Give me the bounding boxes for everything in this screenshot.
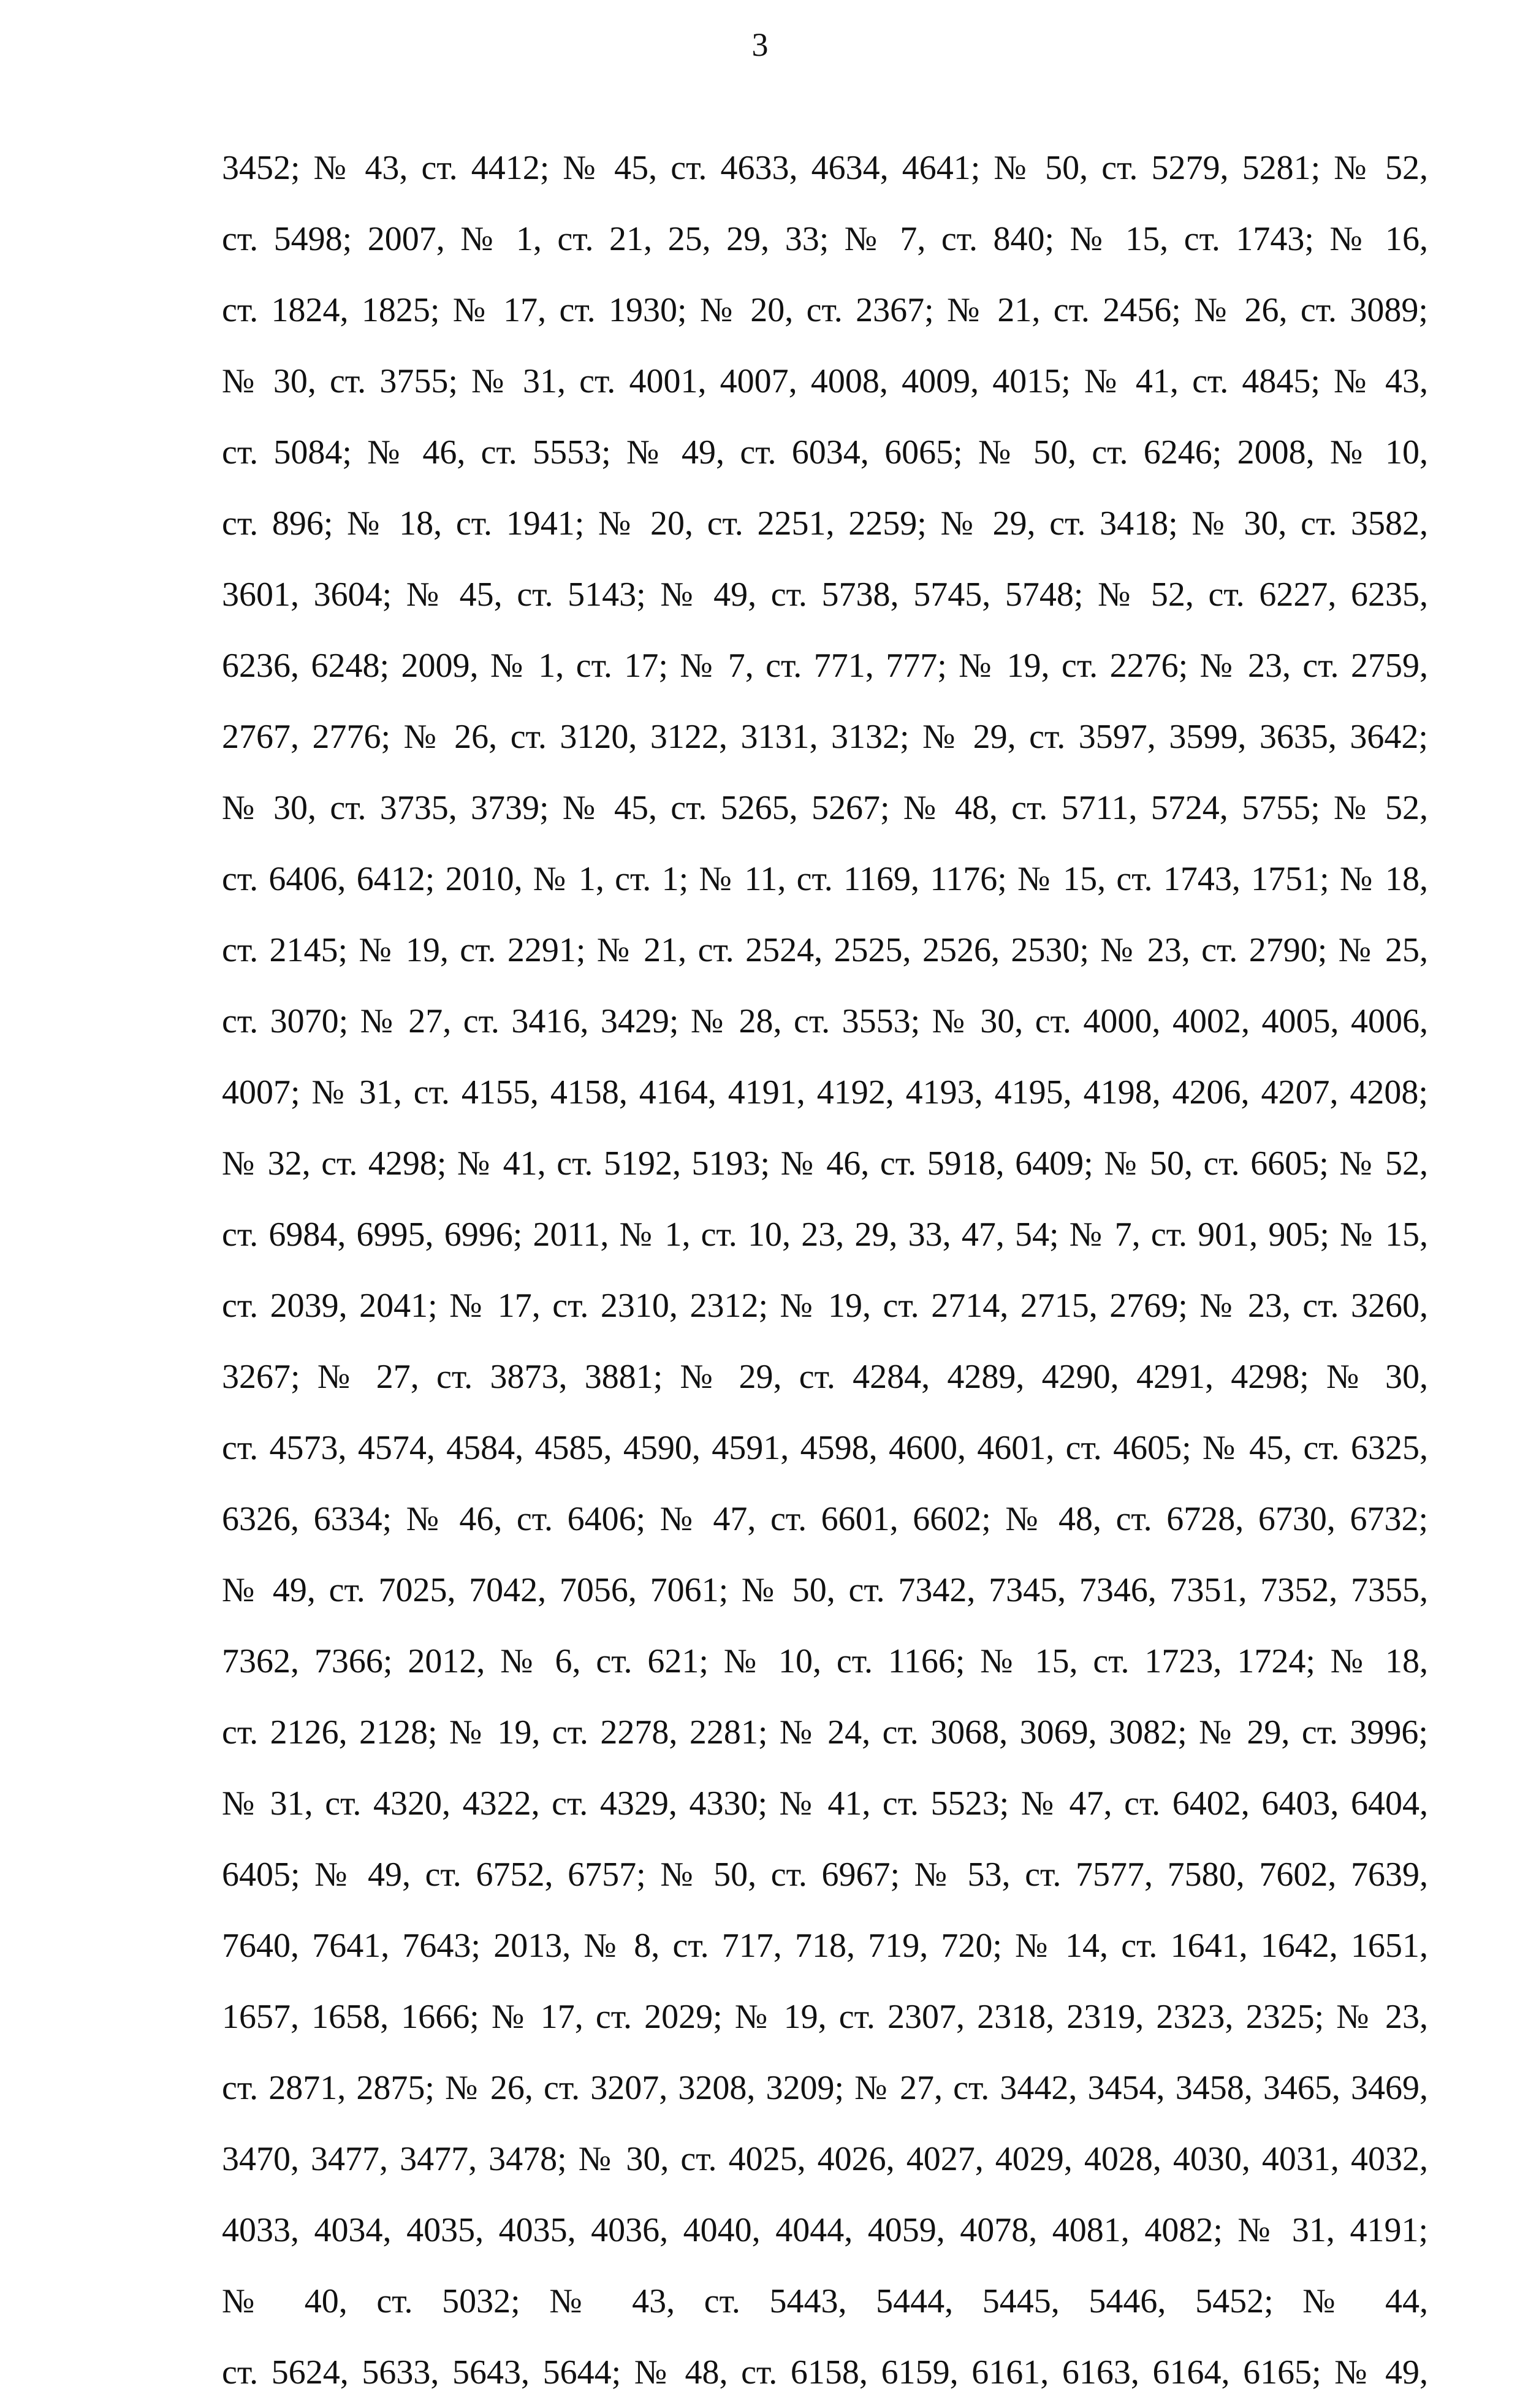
text-line: ст. 5624, 5633, 5643, 5644; № 48, ст. 6158, 6159, 6161, 6163, 6164, 6165; № 49, — [222, 2353, 1428, 2391]
text-line: ст. 6984, 6995, 6996; 2011, № 1, ст. 10, 23, 29, 33, 47, 54; № 7, ст. 901, 905; № 15, — [222, 1216, 1428, 1254]
text-line: ст. 2039, 2041; № 17, ст. 2310, 2312; № 19, ст. 2714, 2715, 2769; № 23, ст. 3260, — [222, 1287, 1428, 1325]
text-line: 4007; № 31, ст. 4155, 4158, 4164, 4191, 4192, 4193, 4195, 4198, 4206, 4207, 4208; — [222, 1073, 1428, 1111]
text-line: ст. 896; № 18, ст. 1941; № 20, ст. 2251, 2259; № 29, ст. 3418; № 30, ст. 3582, — [222, 505, 1428, 543]
text-line: ст. 1824, 1825; № 17, ст. 1930; № 20, ст. 2367; № 21, ст. 2456; № 26, ст. 3089; — [222, 291, 1428, 329]
text-line: № 49, ст. 7025, 7042, 7056, 7061; № 50, ст. 7342, 7345, 7346, 7351, 7352, 7355, — [222, 1571, 1428, 1609]
text-line: 6326, 6334; № 46, ст. 6406; № 47, ст. 6601, 6602; № 48, ст. 6728, 6730, 6732; — [222, 1500, 1428, 1538]
text-line: 3267; № 27, ст. 3873, 3881; № 29, ст. 4284, 4289, 4290, 4291, 4298; № 30, — [222, 1358, 1428, 1396]
text-line: № 30, ст. 3735, 3739; № 45, ст. 5265, 5267; № 48, ст. 5711, 5724, 5755; № 52, — [222, 789, 1428, 827]
text-line: 3470, 3477, 3477, 3478; № 30, ст. 4025, 4026, 4027, 4029, 4028, 4030, 4031, 4032, — [222, 2140, 1428, 2178]
text-line: ст. 5084; № 46, ст. 5553; № 49, ст. 6034, 6065; № 50, ст. 6246; 2008, № 10, — [222, 433, 1428, 471]
text-line: ст. 6406, 6412; 2010, № 1, ст. 1; № 11, ст. 1169, 1176; № 15, ст. 1743, 1751; № 18, — [222, 860, 1428, 898]
text-line: № 30, ст. 3755; № 31, ст. 4001, 4007, 4008, 4009, 4015; № 41, ст. 4845; № 43, — [222, 362, 1428, 400]
text-line: № 40, ст. 5032; № 43, ст. 5443, 5444, 5445, 5446, 5452; № 44, — [222, 2282, 1428, 2320]
text-line: 1657, 1658, 1666; № 17, ст. 2029; № 19, ст. 2307, 2318, 2319, 2323, 2325; № 23, — [222, 1998, 1428, 2036]
text-line: ст. 4573, 4574, 4584, 4585, 4590, 4591, 4598, 4600, 4601, ст. 4605; № 45, ст. 6325, — [222, 1429, 1428, 1467]
text-line: 7362, 7366; 2012, № 6, ст. 621; № 10, ст. 1166; № 15, ст. 1723, 1724; № 18, — [222, 1642, 1428, 1680]
page-number: 3 — [751, 26, 769, 63]
text-line: ст. 3070; № 27, ст. 3416, 3429; № 28, ст. 3553; № 30, ст. 4000, 4002, 4005, 4006, — [222, 1002, 1428, 1040]
text-line: 2767, 2776; № 26, ст. 3120, 3122, 3131, 3132; № 29, ст. 3597, 3599, 3635, 3642; — [222, 718, 1428, 756]
text-line: ст. 2871, 2875; № 26, ст. 3207, 3208, 3209; № 27, ст. 3442, 3454, 3458, 3465, 3469, — [222, 2069, 1428, 2107]
text-line: № 32, ст. 4298; № 41, ст. 5192, 5193; № 46, ст. 5918, 6409; № 50, ст. 6605; № 52, — [222, 1145, 1428, 1183]
text-line: 7640, 7641, 7643; 2013, № 8, ст. 717, 718, 719, 720; № 14, ст. 1641, 1642, 1651, — [222, 1927, 1428, 1965]
legal-references-text — [222, 132, 1428, 2408]
text-line: № 31, ст. 4320, 4322, ст. 4329, 4330; № 41, ст. 5523; № 47, ст. 6402, 6403, 6404, — [222, 1785, 1428, 1823]
text-line: 6405; № 49, ст. 6752, 6757; № 50, ст. 6967; № 53, ст. 7577, 7580, 7602, 7639, — [222, 1856, 1428, 1894]
text-line: 3452; № 43, ст. 4412; № 45, ст. 4633, 4634, 4641; № 50, ст. 5279, 5281; № 52, — [222, 149, 1428, 187]
text-line: ст. 5498; 2007, № 1, ст. 21, 25, 29, 33; № 7, ст. 840; № 15, ст. 1743; № 16, — [222, 220, 1428, 258]
text-line: 6236, 6248; 2009, № 1, ст. 17; № 7, ст. 771, 777; № 19, ст. 2276; № 23, ст. 2759, — [222, 647, 1428, 685]
text-line: ст. 2126, 2128; № 19, ст. 2278, 2281; № 24, ст. 3068, 3069, 3082; № 29, ст. 3996; — [222, 1713, 1428, 1751]
text-line: 3601, 3604; № 45, ст. 5143; № 49, ст. 5738, 5745, 5748; № 52, ст. 6227, 6235, — [222, 576, 1428, 614]
text-line: 4033, 4034, 4035, 4035, 4036, 4040, 4044, 4059, 4078, 4081, 4082; № 31, 4191; — [222, 2211, 1428, 2249]
text-line: ст. 2145; № 19, ст. 2291; № 21, ст. 2524, 2525, 2526, 2530; № 23, ст. 2790; № 25, — [222, 931, 1428, 969]
